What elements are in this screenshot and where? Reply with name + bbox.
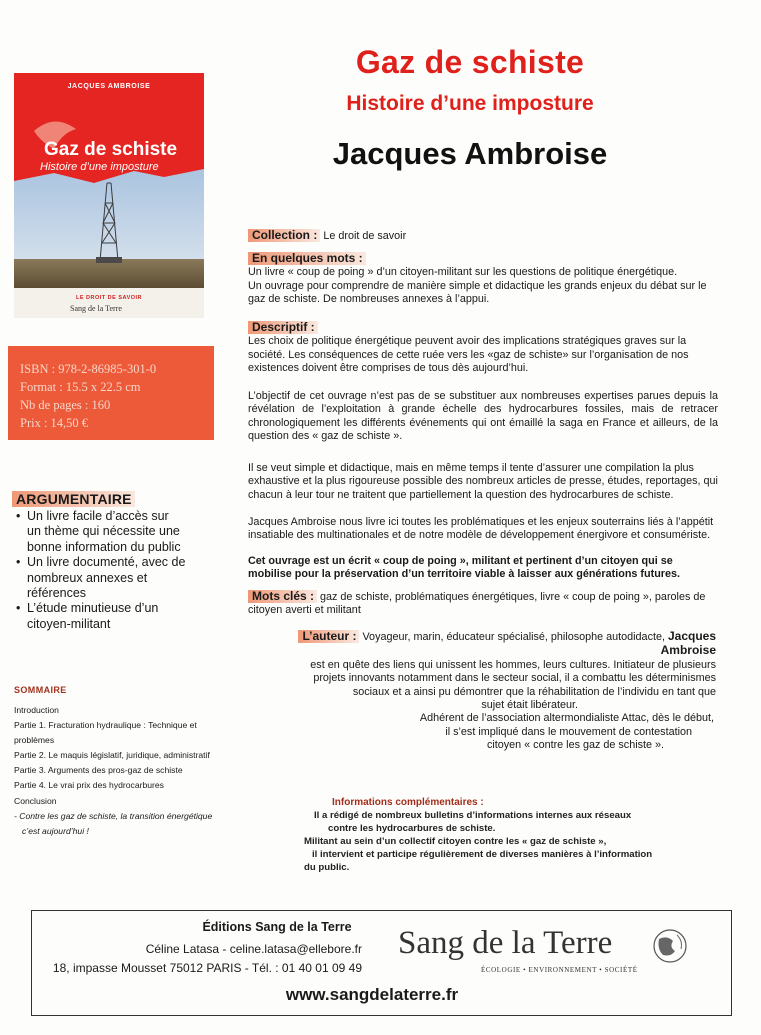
list-item: • L’étude minutieuse d’un citoyen-militant: [16, 601, 186, 632]
mots-cles-section: [248, 590, 718, 618]
info-line: Militant au sein d’un collectif citoyen contre les « gaz de schiste »,: [304, 836, 607, 847]
info-line: contre les hydrocarbures de schiste.: [328, 823, 496, 834]
info-line: du public.: [304, 862, 350, 873]
page-count: Nb de pages : 160: [20, 398, 111, 412]
informations-section: [290, 796, 710, 874]
descriptif-p1: Les choix de politique énergétique peuvent avoir des implications stratégiques graves sur la société. Les conséquences de cette ruée vers les «gaz de schiste» sur l’organisation de nos existences doivent être comprises de tous dès aujourd’hui.: [248, 335, 689, 375]
collection-label: Collection :: [248, 229, 320, 242]
quelques-mots-section: [248, 252, 718, 307]
cover-title: Gaz de schiste: [44, 139, 178, 160]
list-item: Introduction: [14, 705, 59, 715]
price: Prix : 14,50 €: [20, 416, 89, 430]
auteur-line: il s’est impliqué dans le mouvement de contestation: [445, 725, 692, 738]
publisher-name: Éditions Sang de la Terre: [202, 920, 352, 934]
auteur-section: [248, 630, 716, 753]
mots-cles-label: Mots clés :: [248, 590, 317, 603]
descriptif-p5: Cet ouvrage est un écrit « coup de poing », militant et pertinent d’un citoyen qui se mobilise pour la préservation d’un territoire viable à laisser aux générations futures.: [248, 555, 681, 581]
author-name: Jacques Ambroise: [332, 136, 608, 171]
mots-cles-value: gaz de schiste, problématiques énergétiques, livre « coup de poing », paroles de citoyen averti et militant: [248, 591, 706, 617]
book-info-box: [8, 346, 214, 440]
collection-value: Le droit de savoir: [323, 230, 407, 242]
book-cover: [14, 73, 204, 318]
sommaire-heading: SOMMAIRE: [14, 685, 67, 695]
descriptif-p4: Jacques Ambroise nous livre ici toutes les problématiques et les enjeux souterrains liés à l’appétit insatiable des multinationales et de notre modèle de développement énergivore et consumériste.: [248, 516, 714, 542]
auteur-line: est en quête des liens qui unissent les hommes, leurs cultures. Initiateur de plusieurs: [310, 658, 716, 671]
auteur-label: L’auteur :: [298, 630, 359, 643]
auteur-name: Jacques Ambroise: [660, 629, 716, 658]
publisher-tagline: ÉCOLOGIE • ENVIRONNEMENT • SOCIÉTÉ: [481, 966, 638, 974]
list-item: c’est aujourd’hui !: [22, 825, 89, 836]
argumentaire-heading: ARGUMENTAIRE: [12, 491, 135, 507]
publisher-website[interactable]: www.sangdelaterre.fr: [285, 985, 459, 1004]
format: Format : 15.5 x 22.5 cm: [20, 380, 141, 394]
publisher-address: 18, impasse Mousset 75012 PARIS - Tél. : 01 40 01 09 49: [52, 961, 362, 975]
auteur-line: Adhérent de l’association altermondialiste Attac, dès le début,: [419, 712, 714, 725]
descriptif-section: [248, 321, 718, 376]
list-item: - Contre les gaz de schiste, la transition énergétique: [14, 810, 213, 821]
cover-subtitle: Histoire d’une imposture: [40, 161, 159, 173]
descriptif-p3: Il se veut simple et didactique, mais en même temps il tente d’assurer une compilation la plus exhaustive et la plus rigoureuse possible des nombreux articles de presse, études, reportages, qui chacun à leur tour ne traitent que partiellement la question des hydrocarbures de schiste.: [248, 462, 718, 501]
auteur-intro: Voyageur, marin, éducateur spécialisé, philosophe autodidacte,: [362, 631, 665, 643]
list-item: • Un livre documenté, avec de nombreux annexes et références: [16, 555, 186, 601]
info-line: Il a rédigé de nombreux bulletins d’informations internes aux réseaux: [314, 810, 632, 821]
auteur-line: sujet était libérateur.: [481, 699, 578, 712]
descriptif-label: Descriptif :: [248, 321, 318, 334]
informations-heading: Informations complémentaires :: [332, 797, 484, 808]
isbn: ISBN : 978-2-86985-301-0: [20, 362, 157, 376]
list-item: Conclusion: [14, 795, 57, 806]
list-item: Partie 1. Fracturation hydraulique : Technique et problèmes: [14, 720, 197, 746]
list-item: Partie 3. Arguments des pros-gaz de schiste: [14, 765, 183, 776]
argumentaire-list: [16, 509, 186, 632]
sommaire-list: [14, 703, 234, 839]
list-item: Partie 2. Le maquis législatif, juridique, administratif: [14, 750, 210, 761]
publisher-logo: Sang de la Terre: [398, 925, 613, 961]
auteur-line: projets innovants notamment dans le secteur social, il a combattu les déterminismes: [313, 672, 716, 685]
quelques-mots-label: En quelques mots :: [248, 252, 366, 265]
info-line: il intervient et participe régulièrement de diverses manières à l’information: [312, 849, 653, 860]
publisher-contact[interactable]: Céline Latasa - celine.latasa@ellebore.fr: [145, 942, 362, 956]
page-subtitle: Histoire d’une imposture: [346, 92, 594, 115]
list-item: • Un livre facile d’accès sur un thème qui nécessite une bonne information du public: [16, 509, 186, 555]
descriptif-p2: L’objectif de cet ouvrage n’est pas de se substituer aux nombreuses expertises parues depuis la révélation de l’exploitation à grande échelle des hydrocarbures fossiles, mais de retracer chronologiquement les différents événements qui ont émaillé la saga en France et ailleurs, de la question des « gaz de schiste ».: [248, 390, 718, 443]
cover-publisher: Sang de la Terre: [70, 304, 122, 313]
cover-collection: LE DROIT DE SAVOIR: [75, 295, 143, 301]
auteur-line: sociaux et a ainsi pu démontrer que la réhabilitation de l’individu en tant que: [352, 685, 716, 698]
book-cover-illustration: [14, 73, 204, 318]
cover-author: JACQUES AMBROISE: [67, 83, 151, 90]
page-title: Gaz de schiste: [355, 44, 585, 80]
auteur-line: citoyen « contre les gaz de schiste ».: [486, 739, 664, 752]
publisher-footer: [31, 910, 732, 1016]
list-item: Partie 4. Le vrai prix des hydrocarbures: [14, 780, 164, 791]
quelques-mots-line1: Un livre « coup de poing » d’un citoyen-militant sur les questions de politique énergétique.: [248, 266, 678, 279]
quelques-mots-line2: Un ouvrage pour comprendre de manière simple et didactique les grands enjeux du débat sur le gaz de schiste. De nombreuses annexes à l’appui.: [248, 279, 707, 306]
collection-line: [248, 229, 718, 243]
globe-icon: [649, 925, 691, 967]
